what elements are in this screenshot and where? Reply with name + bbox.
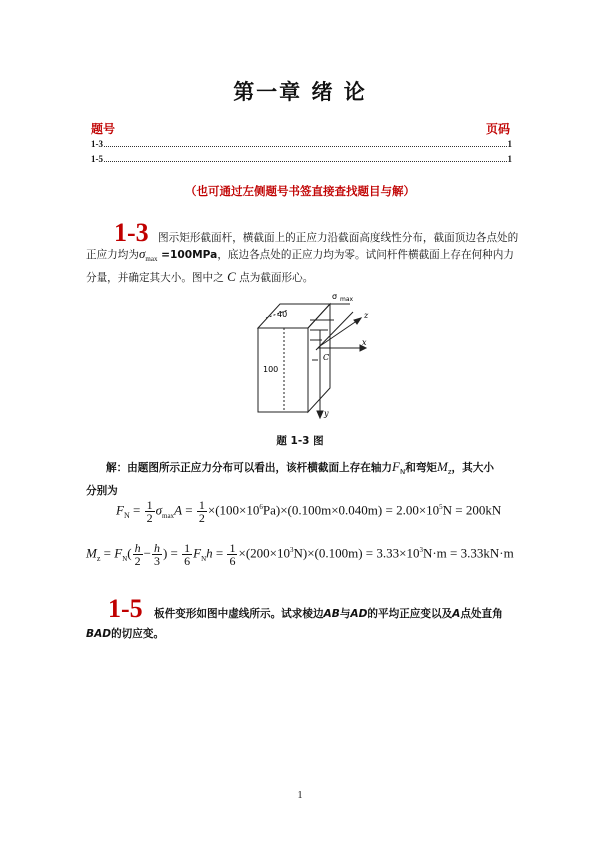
p15-ab: AB <box>323 608 340 620</box>
p15-ad: AD <box>350 608 368 620</box>
toc-row-1-3[interactable] <box>91 139 512 149</box>
sigma-max-label: max <box>340 296 354 303</box>
problem-1-5-line2 <box>86 623 164 645</box>
eq1-eq: = <box>129 502 144 518</box>
figure-caption: 题 1-3 图 <box>276 435 324 447</box>
chapter-title: 第一章 绪 论 <box>233 80 367 104</box>
eq1-area: A <box>174 502 183 518</box>
sigma-label: σ <box>332 292 338 301</box>
toc-header-right: 页码 <box>486 122 511 136</box>
eq2-frac4: $\frac{1}{6}$ <box>229 541 236 568</box>
eq1-lhs: F <box>116 502 124 518</box>
eq2-sup2: 3 <box>419 546 423 555</box>
line2-a: 正应力均为 <box>86 249 139 261</box>
toc-leader <box>104 160 507 162</box>
eq2-frac1: $\frac{h}{2}$ <box>134 541 141 568</box>
equation-axial-force: $F_N$ = $\frac{1}{2}$ $\sigma_{max}A$ = $\frac{1}{2}$ $\times(100\times 10^6Pa)\times(0.100m\times 0.040m) = 2.00\times 10^5N = 200kN$ <box>116 498 502 525</box>
toc-header-left: 题号 <box>91 122 116 136</box>
p15-end: 的切应变。 <box>111 628 165 640</box>
p15-b: 与 <box>339 608 351 620</box>
p15-bad: BAD <box>86 628 112 640</box>
sigma-symbol: σ <box>138 246 146 261</box>
eq2-rest2: N)×(0.100m) = 3.33×10 <box>293 545 420 561</box>
solution-line2 <box>86 480 118 502</box>
toc-leader <box>104 145 507 147</box>
eq1-frac1: $\frac{1}{2}$ <box>146 498 153 525</box>
toc-page[interactable]: 1 <box>507 139 512 149</box>
problem-number-1-3: 1-3 <box>114 218 149 247</box>
eq2-lhs: M <box>86 545 97 561</box>
eq2-rest3: N·m = 3.33kN·m <box>422 545 514 561</box>
figure-1-3 <box>248 290 378 425</box>
eq1-sigma-sub: max <box>162 512 175 521</box>
eq2-frac3: $\frac{1}{6}$ <box>184 541 191 568</box>
eq2-fn-b: F <box>193 545 202 561</box>
sigma-value: =100MPa <box>157 249 218 261</box>
problem-number-1-5: 1-5 <box>108 594 143 623</box>
toc-label[interactable]: 1-3 <box>91 139 103 149</box>
eq2-sup1: 3 <box>289 546 294 555</box>
solution-text-b: 和弯矩 <box>405 462 438 474</box>
z-label: z <box>364 311 369 320</box>
line2-b: ，底边各点处的正应力均为零。试问杆件横截面上存在何种内力 <box>217 249 514 261</box>
problem-1-3-line3 <box>86 266 526 289</box>
eq1-rest3: N = 200kN <box>442 502 502 518</box>
p15-a: 板件变形如图中虚线所示。试求棱边 <box>154 608 324 620</box>
p15-c: 的平均正应变以及 <box>367 608 453 620</box>
eq2-h: h <box>206 545 213 561</box>
x-label: x <box>362 338 367 347</box>
eq1-sup2: 5 <box>439 503 443 512</box>
y-arrow <box>317 411 323 418</box>
z-axis <box>320 318 361 346</box>
p15-point-a: A <box>452 608 461 620</box>
dim-40-label: 40 <box>277 310 288 319</box>
sigma-sub: max <box>145 255 158 264</box>
mz-sub: z <box>447 468 452 477</box>
line3-end: 点为截面形心。 <box>239 272 314 284</box>
p15-d: 点处直角 <box>460 608 503 620</box>
eq1-rest: ×(100×10 <box>207 502 260 518</box>
solution-text-a: 解：由题图所示正应力分布可以看出，该杆横截面上存在轴力 <box>106 462 393 474</box>
equation-bending-moment: $M_z = F_N$( $\frac{h}{2}$ − $\frac{h}{3}$ ) = $\frac{1}{6}$ $F_Nh$ = $\frac{1}{6}$ $\times(200\times 10^3N)\times(0.100m) = 3.33\times 10^3N\cdot m = 3.33kN\cdot m$ <box>86 541 514 568</box>
dim-100-label: 100 <box>263 365 279 374</box>
toc-page[interactable]: 1 <box>507 154 512 164</box>
fn-symbol: F <box>392 459 400 474</box>
eq1-frac2: $\frac{1}{2}$ <box>198 498 205 525</box>
solution-line1 <box>86 456 526 483</box>
solution-text-c: ，其大小 <box>451 462 494 474</box>
eq2-fn: F <box>114 545 123 561</box>
eq1-sup1: 6 <box>259 503 263 512</box>
bookmark-hint: （也可通过左侧题号书签直接查找题目与解） <box>185 184 415 198</box>
toc-label[interactable]: 1-5 <box>91 154 103 164</box>
mz-symbol: M <box>437 459 448 474</box>
stress-envelope <box>316 312 353 350</box>
eq2-eq: = <box>100 545 115 561</box>
eq1-sigma: σ <box>155 502 162 518</box>
eq2-frac2: $\frac{h}{3}$ <box>153 541 160 568</box>
fn-sub: N <box>399 468 406 477</box>
problem-1-5-text <box>86 594 526 625</box>
c-label: C <box>323 353 330 362</box>
point-c: C <box>227 269 236 284</box>
eq1-lhs-sub: N <box>123 511 130 521</box>
eq1-rest2: Pa)×(0.100m×0.040m) = 2.00×10 <box>262 502 440 518</box>
eq2-lhs-sub: z <box>96 554 101 564</box>
page-number: 1 <box>297 790 303 801</box>
solution-text-d: 分别为 <box>86 485 118 497</box>
eq2-rest: ×(200×10 <box>238 545 290 561</box>
y-label: y <box>324 409 329 418</box>
eq2-fn-sub-b: N <box>201 555 207 564</box>
z-arrow <box>354 318 361 324</box>
toc-row-1-5[interactable] <box>91 154 512 164</box>
eq2-fn-sub: N <box>122 555 128 564</box>
problem-1-3-line1: 图示矩形截面杆，横截面上的正应力沿截面高度线性分布，截面顶边各点处的 <box>158 232 519 244</box>
line3: 分量，并确定其大小。图中之 <box>86 272 224 284</box>
